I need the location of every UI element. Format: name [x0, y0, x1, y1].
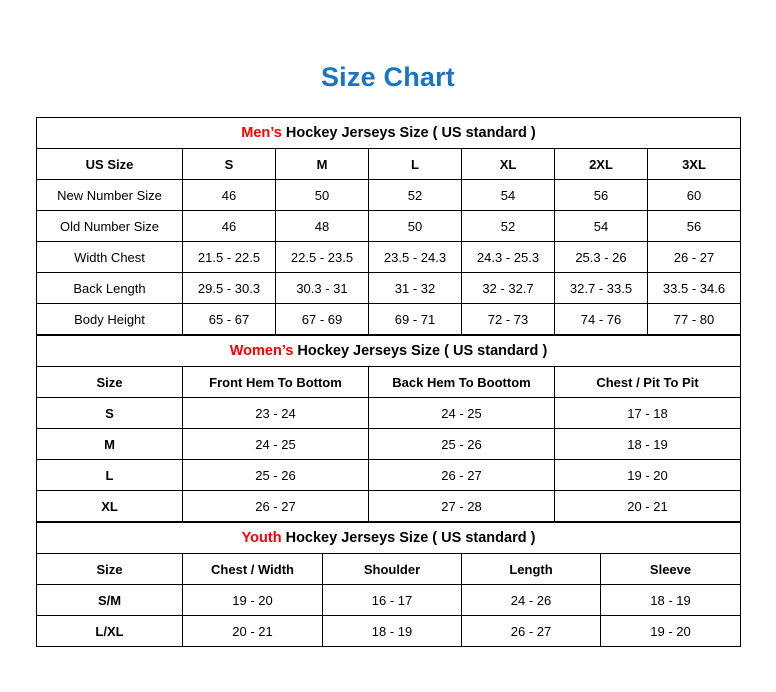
table-header-row — [37, 554, 741, 585]
row-label: L/XL — [37, 616, 183, 647]
row-label: M — [37, 429, 183, 460]
womens-col-header: Front Hem To Bottom — [183, 367, 369, 398]
youth-col-header: Shoulder — [323, 554, 462, 585]
table-cell: 32.7 - 33.5 — [555, 273, 648, 304]
table-cell: 46 — [183, 211, 276, 242]
table-cell: 22.5 - 23.5 — [276, 242, 369, 273]
table-cell: 24 - 26 — [462, 585, 601, 616]
table-header-row — [37, 367, 741, 398]
row-label: S/M — [37, 585, 183, 616]
row-label: S — [37, 398, 183, 429]
table-cell: 19 - 20 — [601, 616, 741, 647]
table-cell: 19 - 20 — [183, 585, 323, 616]
table-row — [37, 304, 741, 335]
table-cell: 67 - 69 — [276, 304, 369, 335]
table-cell: 29.5 - 30.3 — [183, 273, 276, 304]
mens-col-header: L — [369, 149, 462, 180]
womens-heading-rest: Hockey Jerseys Size ( US standard ) — [293, 343, 548, 359]
table-section-header-row — [37, 336, 741, 367]
table-row — [37, 242, 741, 273]
table-cell: 69 - 71 — [369, 304, 462, 335]
table-cell: 52 — [369, 180, 462, 211]
table-cell: 19 - 20 — [555, 460, 741, 491]
table-cell: 54 — [462, 180, 555, 211]
table-cell: 24 - 25 — [183, 429, 369, 460]
table-row — [37, 616, 741, 647]
youth-col-header: Chest / Width — [183, 554, 323, 585]
table-cell: 20 - 21 — [555, 491, 741, 522]
table-row — [37, 398, 741, 429]
table-cell: 30.3 - 31 — [276, 273, 369, 304]
table-row — [37, 180, 741, 211]
size-chart-tables — [36, 117, 740, 647]
table-cell: 27 - 28 — [369, 491, 555, 522]
youth-heading-accent: Youth — [241, 530, 282, 546]
womens-col-header: Back Hem To Boottom — [369, 367, 555, 398]
table-cell: 20 - 21 — [183, 616, 323, 647]
mens-col-header: S — [183, 149, 276, 180]
table-cell: 56 — [648, 211, 741, 242]
table-cell: 65 - 67 — [183, 304, 276, 335]
table-row — [37, 460, 741, 491]
table-cell: 16 - 17 — [323, 585, 462, 616]
table-cell: 77 - 80 — [648, 304, 741, 335]
table-cell: 52 — [462, 211, 555, 242]
row-label: Width Chest — [37, 242, 183, 273]
table-cell: 46 — [183, 180, 276, 211]
womens-section-heading — [37, 336, 741, 367]
youth-heading-rest: Hockey Jerseys Size ( US standard ) — [281, 530, 536, 546]
table-cell: 24.3 - 25.3 — [462, 242, 555, 273]
mens-col-header: M — [276, 149, 369, 180]
table-cell: 72 - 73 — [462, 304, 555, 335]
table-cell: 60 — [648, 180, 741, 211]
row-label: XL — [37, 491, 183, 522]
table-header-row — [37, 149, 741, 180]
row-label: L — [37, 460, 183, 491]
womens-size-table — [36, 335, 741, 522]
table-cell: 24 - 25 — [369, 398, 555, 429]
mens-section-heading — [37, 118, 741, 149]
table-cell: 74 - 76 — [555, 304, 648, 335]
row-label: Body Height — [37, 304, 183, 335]
table-cell: 18 - 19 — [323, 616, 462, 647]
table-row — [37, 491, 741, 522]
table-cell: 18 - 19 — [555, 429, 741, 460]
table-cell: 56 — [555, 180, 648, 211]
mens-heading-rest: Hockey Jerseys Size ( US standard ) — [281, 125, 536, 141]
mens-heading-accent: Men’s — [241, 125, 282, 141]
womens-col-header: Size — [37, 367, 183, 398]
table-cell: 25 - 26 — [369, 429, 555, 460]
youth-section-heading — [37, 523, 741, 554]
mens-col-header: 2XL — [555, 149, 648, 180]
youth-col-header: Size — [37, 554, 183, 585]
table-cell: 23.5 - 24.3 — [369, 242, 462, 273]
table-cell: 54 — [555, 211, 648, 242]
table-row — [37, 273, 741, 304]
table-cell: 25.3 - 26 — [555, 242, 648, 273]
mens-col-header: US Size — [37, 149, 183, 180]
table-cell: 26 - 27 — [648, 242, 741, 273]
table-section-header-row — [37, 118, 741, 149]
table-cell: 48 — [276, 211, 369, 242]
womens-heading-accent: Women’s — [229, 343, 294, 359]
table-cell: 50 — [369, 211, 462, 242]
table-cell: 31 - 32 — [369, 273, 462, 304]
table-row — [37, 585, 741, 616]
youth-size-table — [36, 522, 741, 647]
table-cell: 18 - 19 — [601, 585, 741, 616]
table-cell: 50 — [276, 180, 369, 211]
table-row — [37, 429, 741, 460]
table-cell: 26 - 27 — [462, 616, 601, 647]
row-label: Back Length — [37, 273, 183, 304]
page-title: Size Chart — [320, 62, 456, 92]
row-label: Old Number Size — [37, 211, 183, 242]
mens-size-table — [36, 117, 741, 335]
youth-col-header: Sleeve — [601, 554, 741, 585]
table-row — [37, 211, 741, 242]
table-cell: 25 - 26 — [183, 460, 369, 491]
youth-col-header: Length — [462, 554, 601, 585]
table-cell: 21.5 - 22.5 — [183, 242, 276, 273]
table-section-header-row — [37, 523, 741, 554]
table-cell: 17 - 18 — [555, 398, 741, 429]
table-cell: 26 - 27 — [183, 491, 369, 522]
table-cell: 26 - 27 — [369, 460, 555, 491]
womens-col-header: Chest / Pit To Pit — [555, 367, 741, 398]
table-cell: 32 - 32.7 — [462, 273, 555, 304]
mens-col-header: 3XL — [648, 149, 741, 180]
row-label: New Number Size — [37, 180, 183, 211]
mens-col-header: XL — [462, 149, 555, 180]
table-cell: 23 - 24 — [183, 398, 369, 429]
table-cell: 33.5 - 34.6 — [648, 273, 741, 304]
